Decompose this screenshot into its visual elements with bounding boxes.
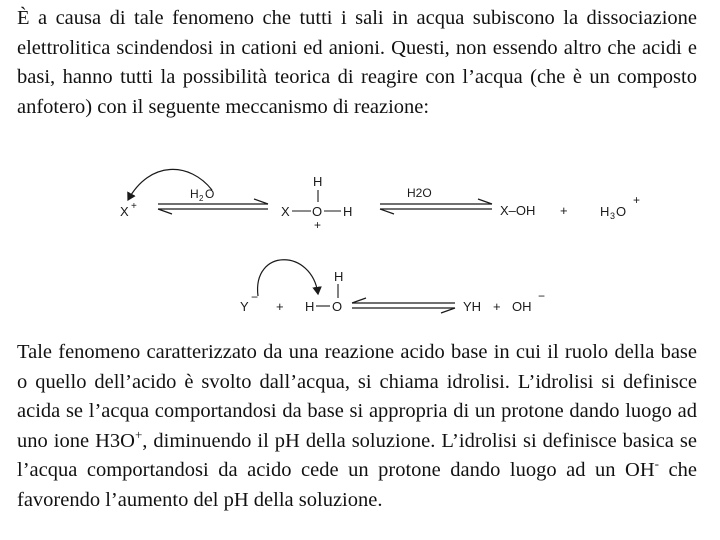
r1-equilibrium-arrow-1 (158, 199, 268, 214)
main-paragraph-part-a: Tale fenomeno caratterizzato da una reazione acido base in cui il ruolo della base o quello dell’acido è svolto dall’acqua, si chiama idrolisi. L’idrolisi si definisce acida se l’acqua comportandosi da base si appropria di un protone dando luogo ad uno ione H3O (17, 341, 697, 452)
r1-complex-o: O (312, 204, 323, 219)
intro-paragraph: È a causa di tale fenomeno che tutti i sali in acqua subiscono la dissociazione elettrolitica scindendosi in cationi ed anioni. Questi, non essendo altro che acidi e basi, hanno tutti la possibilità teorica di reagire con l’acqua (che è un composto anfotero) con il seguente meccanismo di reazione: (17, 7, 697, 118)
reaction-2 (240, 260, 545, 314)
main-paragraph-sup-1: + (134, 426, 143, 442)
main-paragraph-part-c: che favorendo l’aumento del pH della soluzione. (17, 459, 697, 511)
r2-anion: Y (240, 299, 249, 314)
r1-cation-charge: + (131, 201, 137, 212)
r2-product-2: OH (512, 299, 532, 314)
r2-water-h: H (305, 299, 315, 314)
r1-arrow1-label-h: H (190, 187, 199, 201)
r2-plus: + (276, 299, 284, 314)
r2-curved-arrow (258, 260, 318, 296)
r1-product-2-h: H (600, 204, 610, 219)
main-paragraph-sup-2: - (654, 456, 660, 472)
r1-complex-h-right: H (343, 204, 353, 219)
main-paragraph (17, 338, 697, 515)
r2-anion-charge: − (251, 290, 259, 304)
r1-product-1: X–OH (500, 203, 536, 218)
r1-complex-x: X (281, 204, 290, 219)
r1-plus: + (560, 203, 568, 218)
main-paragraph-part-b: , diminuendo il pH della soluzione. L’idrolisi si definisce basica se l’acqua comportandosi da acido cede un protone dando luogo ad un OH (17, 429, 697, 481)
r2-plus-2: + (493, 299, 501, 314)
r2-product-2-charge: − (538, 289, 546, 303)
r1-cation: X (120, 204, 129, 219)
r1-product-2-o: O (616, 204, 627, 219)
r1-product-2-charge: + (633, 193, 641, 207)
r1-arrow1-label-sub: 2 (199, 194, 204, 203)
r1-equilibrium-arrow-2 (380, 199, 492, 214)
r1-complex-h-top: H (313, 174, 323, 189)
r1-complex-charge: + (314, 218, 322, 232)
r2-equilibrium-arrow (352, 298, 455, 313)
r1-arrow1-label-o: O (205, 187, 215, 201)
r2-water-o: O (332, 299, 343, 314)
reaction-1 (120, 169, 640, 232)
r2-water-h-top: H (334, 269, 344, 284)
r2-product-1: YH (463, 299, 482, 314)
r1-arrow2-label: H2O (407, 186, 432, 200)
r1-product-2-sub: 3 (610, 211, 616, 221)
